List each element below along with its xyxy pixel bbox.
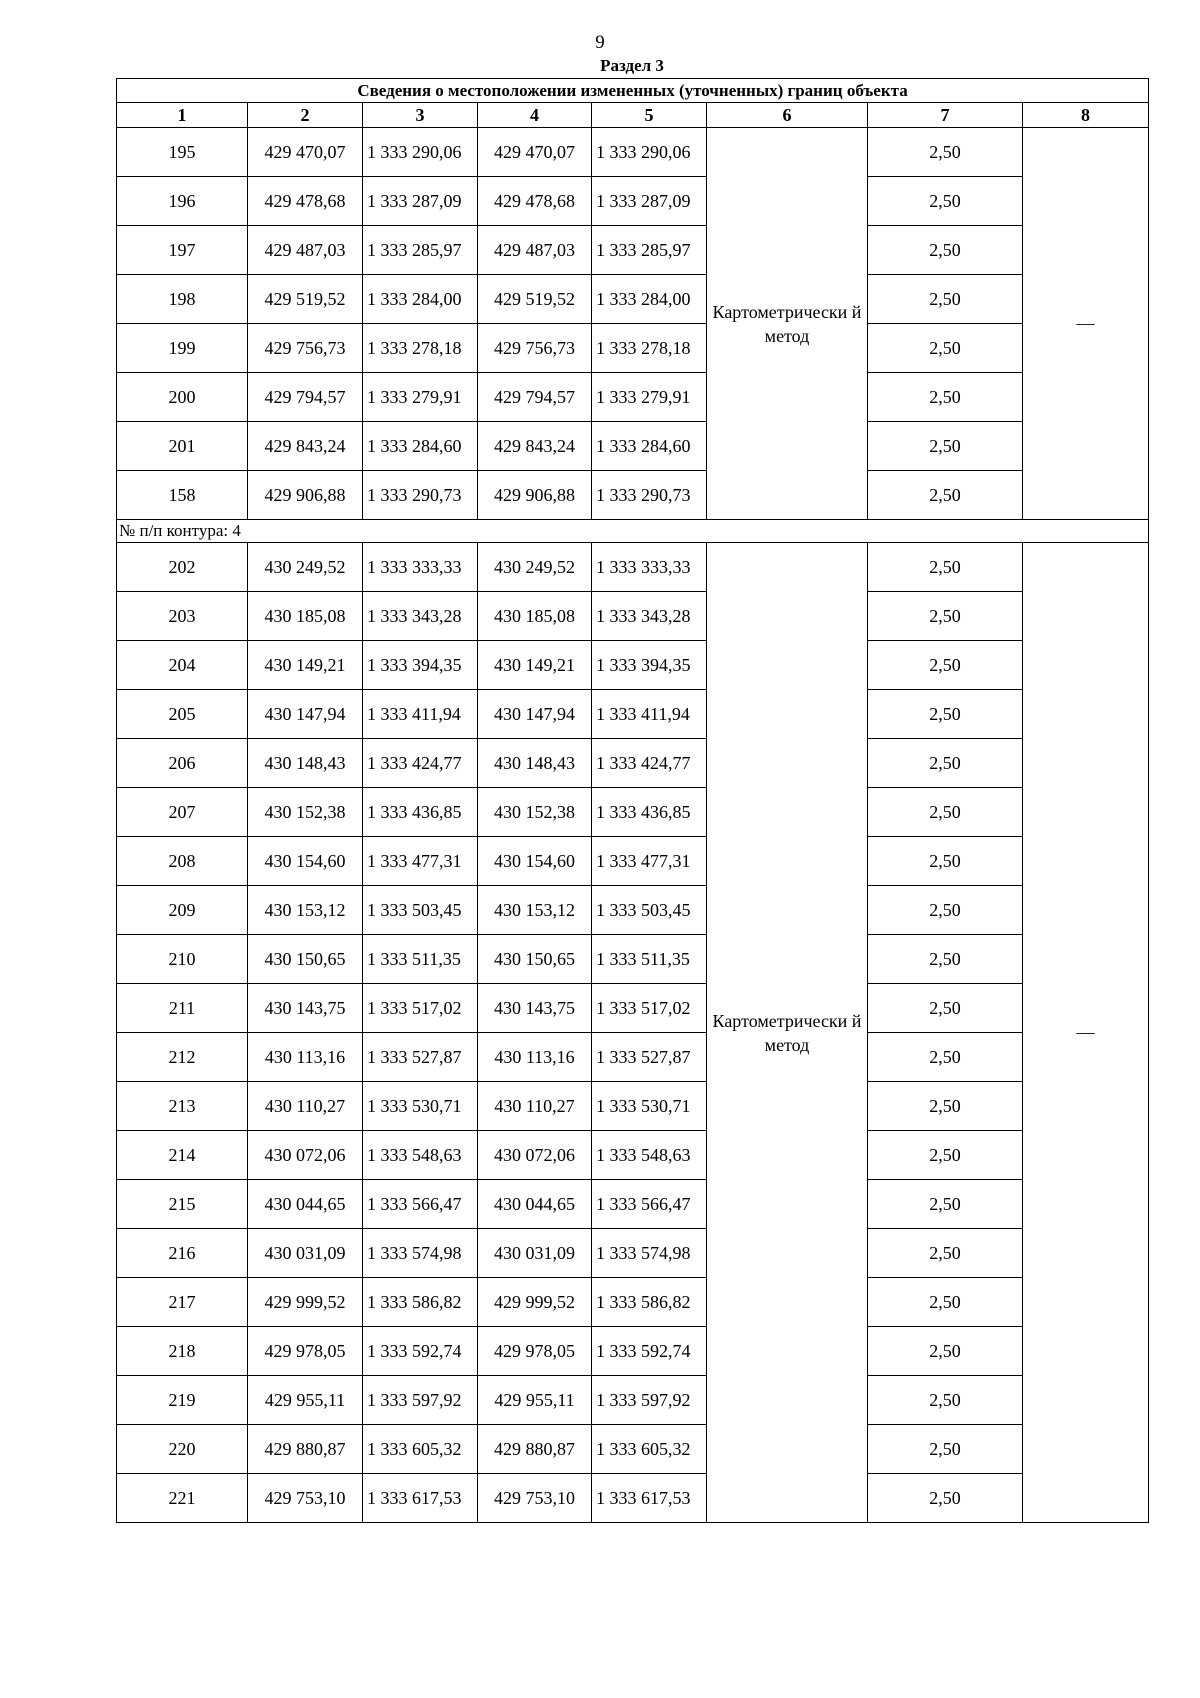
accuracy-value: 2,50 <box>868 690 1023 739</box>
x-coordinate: 429 753,10 <box>248 1474 363 1523</box>
point-number: 195 <box>117 128 248 177</box>
table-row <box>117 1376 1149 1425</box>
x-coordinate-new: 430 072,06 <box>478 1131 592 1180</box>
y-coordinate: 1 333 530,71 <box>363 1082 478 1131</box>
x-coordinate: 429 978,05 <box>248 1327 363 1376</box>
column-header-row <box>117 103 1149 128</box>
point-number: 206 <box>117 739 248 788</box>
column-header: 7 <box>868 103 1023 128</box>
x-coordinate: 429 955,11 <box>248 1376 363 1425</box>
table-row <box>117 837 1149 886</box>
accuracy-value: 2,50 <box>868 1131 1023 1180</box>
accuracy-value: 2,50 <box>868 641 1023 690</box>
point-number: 196 <box>117 177 248 226</box>
contour-label: № п/п контура: 4 <box>117 520 1149 543</box>
table-row <box>117 1180 1149 1229</box>
x-coordinate: 429 487,03 <box>248 226 363 275</box>
page-number: 9 <box>595 32 605 53</box>
table-row <box>117 1278 1149 1327</box>
y-coordinate: 1 333 574,98 <box>363 1229 478 1278</box>
table-row <box>117 373 1149 422</box>
point-number: 216 <box>117 1229 248 1278</box>
x-coordinate-new: 430 143,75 <box>478 984 592 1033</box>
accuracy-value: 2,50 <box>868 886 1023 935</box>
x-coordinate: 430 249,52 <box>248 543 363 592</box>
x-coordinate-new: 430 185,08 <box>478 592 592 641</box>
x-coordinate: 430 031,09 <box>248 1229 363 1278</box>
accuracy-value: 2,50 <box>868 177 1023 226</box>
y-coordinate: 1 333 424,77 <box>363 739 478 788</box>
y-coordinate-new: 1 333 285,97 <box>592 226 707 275</box>
y-coordinate-new: 1 333 411,94 <box>592 690 707 739</box>
x-coordinate: 429 470,07 <box>248 128 363 177</box>
accuracy-value: 2,50 <box>868 1082 1023 1131</box>
y-coordinate-new: 1 333 284,60 <box>592 422 707 471</box>
y-coordinate-new: 1 333 284,00 <box>592 275 707 324</box>
x-coordinate-new: 430 150,65 <box>478 935 592 984</box>
accuracy-value: 2,50 <box>868 1425 1023 1474</box>
x-coordinate: 429 794,57 <box>248 373 363 422</box>
column-header: 4 <box>478 103 592 128</box>
accuracy-value: 2,50 <box>868 788 1023 837</box>
table-row <box>117 935 1149 984</box>
y-coordinate: 1 333 343,28 <box>363 592 478 641</box>
y-coordinate-new: 1 333 290,06 <box>592 128 707 177</box>
y-coordinate: 1 333 477,31 <box>363 837 478 886</box>
x-coordinate: 430 149,21 <box>248 641 363 690</box>
point-number: 215 <box>117 1180 248 1229</box>
y-coordinate-new: 1 333 605,32 <box>592 1425 707 1474</box>
point-number: 201 <box>117 422 248 471</box>
x-coordinate-new: 430 249,52 <box>478 543 592 592</box>
table-row <box>117 690 1149 739</box>
point-number: 197 <box>117 226 248 275</box>
x-coordinate-new: 430 113,16 <box>478 1033 592 1082</box>
y-coordinate: 1 333 411,94 <box>363 690 478 739</box>
x-coordinate: 429 519,52 <box>248 275 363 324</box>
y-coordinate-new: 1 333 566,47 <box>592 1180 707 1229</box>
y-coordinate-new: 1 333 503,45 <box>592 886 707 935</box>
accuracy-value: 2,50 <box>868 739 1023 788</box>
point-number: 210 <box>117 935 248 984</box>
point-number: 204 <box>117 641 248 690</box>
table-row <box>117 177 1149 226</box>
y-coordinate-new: 1 333 290,73 <box>592 471 707 520</box>
x-coordinate: 429 880,87 <box>248 1425 363 1474</box>
table-title-row <box>117 79 1149 103</box>
point-number: 217 <box>117 1278 248 1327</box>
x-coordinate: 429 906,88 <box>248 471 363 520</box>
table-row <box>117 788 1149 837</box>
x-coordinate: 430 150,65 <box>248 935 363 984</box>
x-coordinate: 429 756,73 <box>248 324 363 373</box>
accuracy-value: 2,50 <box>868 422 1023 471</box>
table-row <box>117 1229 1149 1278</box>
y-coordinate: 1 333 285,97 <box>363 226 478 275</box>
y-coordinate-new: 1 333 394,35 <box>592 641 707 690</box>
x-coordinate: 430 154,60 <box>248 837 363 886</box>
x-coordinate-new: 429 880,87 <box>478 1425 592 1474</box>
accuracy-value: 2,50 <box>868 373 1023 422</box>
x-coordinate-new: 429 753,10 <box>478 1474 592 1523</box>
x-coordinate: 430 113,16 <box>248 1033 363 1082</box>
x-coordinate: 430 152,38 <box>248 788 363 837</box>
table-row <box>117 1327 1149 1376</box>
y-coordinate-new: 1 333 511,35 <box>592 935 707 984</box>
x-coordinate-new: 429 478,68 <box>478 177 592 226</box>
x-coordinate-new: 429 794,57 <box>478 373 592 422</box>
x-coordinate-new: 429 906,88 <box>478 471 592 520</box>
y-coordinate: 1 333 527,87 <box>363 1033 478 1082</box>
y-coordinate: 1 333 290,73 <box>363 471 478 520</box>
x-coordinate-new: 429 487,03 <box>478 226 592 275</box>
column-header: 6 <box>707 103 868 128</box>
accuracy-value: 2,50 <box>868 1180 1023 1229</box>
table-row <box>117 886 1149 935</box>
column-8-dash: — <box>1023 128 1149 520</box>
y-coordinate-new: 1 333 574,98 <box>592 1229 707 1278</box>
accuracy-value: 2,50 <box>868 1278 1023 1327</box>
x-coordinate-new: 430 153,12 <box>478 886 592 935</box>
table-row <box>117 1082 1149 1131</box>
x-coordinate-new: 430 031,09 <box>478 1229 592 1278</box>
y-coordinate-new: 1 333 333,33 <box>592 543 707 592</box>
x-coordinate: 430 110,27 <box>248 1082 363 1131</box>
point-number: 200 <box>117 373 248 422</box>
table-row <box>117 641 1149 690</box>
accuracy-value: 2,50 <box>868 592 1023 641</box>
y-coordinate-new: 1 333 477,31 <box>592 837 707 886</box>
table-row <box>117 739 1149 788</box>
y-coordinate: 1 333 436,85 <box>363 788 478 837</box>
y-coordinate-new: 1 333 517,02 <box>592 984 707 1033</box>
table-row <box>117 471 1149 520</box>
x-coordinate-new: 430 152,38 <box>478 788 592 837</box>
y-coordinate-new: 1 333 287,09 <box>592 177 707 226</box>
y-coordinate: 1 333 287,09 <box>363 177 478 226</box>
y-coordinate: 1 333 284,00 <box>363 275 478 324</box>
y-coordinate-new: 1 333 617,53 <box>592 1474 707 1523</box>
point-number: 202 <box>117 543 248 592</box>
point-number: 203 <box>117 592 248 641</box>
accuracy-value: 2,50 <box>868 1474 1023 1523</box>
point-number: 214 <box>117 1131 248 1180</box>
accuracy-value: 2,50 <box>868 1229 1023 1278</box>
accuracy-value: 2,50 <box>868 935 1023 984</box>
table-title: Сведения о местоположении измененных (уточненных) границ объекта <box>117 79 1149 103</box>
y-coordinate: 1 333 517,02 <box>363 984 478 1033</box>
point-number: 158 <box>117 471 248 520</box>
column-header: 1 <box>117 103 248 128</box>
x-coordinate: 430 044,65 <box>248 1180 363 1229</box>
x-coordinate: 430 072,06 <box>248 1131 363 1180</box>
x-coordinate-new: 429 955,11 <box>478 1376 592 1425</box>
table-row <box>117 324 1149 373</box>
accuracy-value: 2,50 <box>868 543 1023 592</box>
accuracy-value: 2,50 <box>868 226 1023 275</box>
y-coordinate-new: 1 333 586,82 <box>592 1278 707 1327</box>
y-coordinate-new: 1 333 424,77 <box>592 739 707 788</box>
table-row <box>117 226 1149 275</box>
x-coordinate-new: 429 999,52 <box>478 1278 592 1327</box>
point-number: 207 <box>117 788 248 837</box>
accuracy-value: 2,50 <box>868 471 1023 520</box>
y-coordinate: 1 333 333,33 <box>363 543 478 592</box>
x-coordinate-new: 430 154,60 <box>478 837 592 886</box>
method-cell: Картометрически й метод <box>707 543 868 1523</box>
x-coordinate: 429 999,52 <box>248 1278 363 1327</box>
table-row <box>117 1425 1149 1474</box>
y-coordinate: 1 333 592,74 <box>363 1327 478 1376</box>
point-number: 221 <box>117 1474 248 1523</box>
y-coordinate: 1 333 511,35 <box>363 935 478 984</box>
coordinates-table <box>116 78 1149 1523</box>
x-coordinate: 429 843,24 <box>248 422 363 471</box>
point-number: 212 <box>117 1033 248 1082</box>
point-number: 220 <box>117 1425 248 1474</box>
accuracy-value: 2,50 <box>868 1033 1023 1082</box>
column-header: 8 <box>1023 103 1149 128</box>
y-coordinate: 1 333 503,45 <box>363 886 478 935</box>
y-coordinate: 1 333 566,47 <box>363 1180 478 1229</box>
point-number: 218 <box>117 1327 248 1376</box>
table-row <box>117 984 1149 1033</box>
table-row <box>117 543 1149 592</box>
y-coordinate: 1 333 279,91 <box>363 373 478 422</box>
column-8-dash: — <box>1023 543 1149 1523</box>
y-coordinate: 1 333 617,53 <box>363 1474 478 1523</box>
point-number: 199 <box>117 324 248 373</box>
y-coordinate: 1 333 548,63 <box>363 1131 478 1180</box>
y-coordinate: 1 333 597,92 <box>363 1376 478 1425</box>
table-row <box>117 275 1149 324</box>
y-coordinate-new: 1 333 548,63 <box>592 1131 707 1180</box>
table-row <box>117 1131 1149 1180</box>
point-number: 208 <box>117 837 248 886</box>
y-coordinate: 1 333 394,35 <box>363 641 478 690</box>
x-coordinate-new: 429 843,24 <box>478 422 592 471</box>
x-coordinate: 430 153,12 <box>248 886 363 935</box>
y-coordinate: 1 333 290,06 <box>363 128 478 177</box>
x-coordinate-new: 429 470,07 <box>478 128 592 177</box>
point-number: 219 <box>117 1376 248 1425</box>
x-coordinate: 429 478,68 <box>248 177 363 226</box>
x-coordinate-new: 430 147,94 <box>478 690 592 739</box>
y-coordinate-new: 1 333 436,85 <box>592 788 707 837</box>
x-coordinate: 430 185,08 <box>248 592 363 641</box>
x-coordinate-new: 429 756,73 <box>478 324 592 373</box>
table-row <box>117 422 1149 471</box>
x-coordinate: 430 148,43 <box>248 739 363 788</box>
section-label: Раздел 3 <box>600 56 664 75</box>
table-row <box>117 1033 1149 1082</box>
y-coordinate: 1 333 278,18 <box>363 324 478 373</box>
accuracy-value: 2,50 <box>868 128 1023 177</box>
x-coordinate-new: 430 110,27 <box>478 1082 592 1131</box>
x-coordinate-new: 430 044,65 <box>478 1180 592 1229</box>
point-number: 209 <box>117 886 248 935</box>
y-coordinate: 1 333 605,32 <box>363 1425 478 1474</box>
column-header: 3 <box>363 103 478 128</box>
point-number: 213 <box>117 1082 248 1131</box>
x-coordinate-new: 430 148,43 <box>478 739 592 788</box>
y-coordinate-new: 1 333 592,74 <box>592 1327 707 1376</box>
y-coordinate-new: 1 333 597,92 <box>592 1376 707 1425</box>
accuracy-value: 2,50 <box>868 324 1023 373</box>
accuracy-value: 2,50 <box>868 275 1023 324</box>
x-coordinate: 430 143,75 <box>248 984 363 1033</box>
point-number: 198 <box>117 275 248 324</box>
y-coordinate-new: 1 333 527,87 <box>592 1033 707 1082</box>
y-coordinate-new: 1 333 530,71 <box>592 1082 707 1131</box>
table-row <box>117 592 1149 641</box>
y-coordinate-new: 1 333 343,28 <box>592 592 707 641</box>
contour-label-row <box>117 520 1149 543</box>
column-header: 2 <box>248 103 363 128</box>
y-coordinate-new: 1 333 279,91 <box>592 373 707 422</box>
table-row <box>117 128 1149 177</box>
accuracy-value: 2,50 <box>868 1376 1023 1425</box>
point-number: 205 <box>117 690 248 739</box>
x-coordinate-new: 429 519,52 <box>478 275 592 324</box>
table-body <box>117 79 1149 1523</box>
y-coordinate-new: 1 333 278,18 <box>592 324 707 373</box>
table-row <box>117 1474 1149 1523</box>
accuracy-value: 2,50 <box>868 837 1023 886</box>
point-number: 211 <box>117 984 248 1033</box>
method-cell: Картометрически й метод <box>707 128 868 520</box>
y-coordinate: 1 333 586,82 <box>363 1278 478 1327</box>
column-header: 5 <box>592 103 707 128</box>
x-coordinate-new: 430 149,21 <box>478 641 592 690</box>
y-coordinate: 1 333 284,60 <box>363 422 478 471</box>
x-coordinate-new: 429 978,05 <box>478 1327 592 1376</box>
accuracy-value: 2,50 <box>868 984 1023 1033</box>
accuracy-value: 2,50 <box>868 1327 1023 1376</box>
x-coordinate: 430 147,94 <box>248 690 363 739</box>
